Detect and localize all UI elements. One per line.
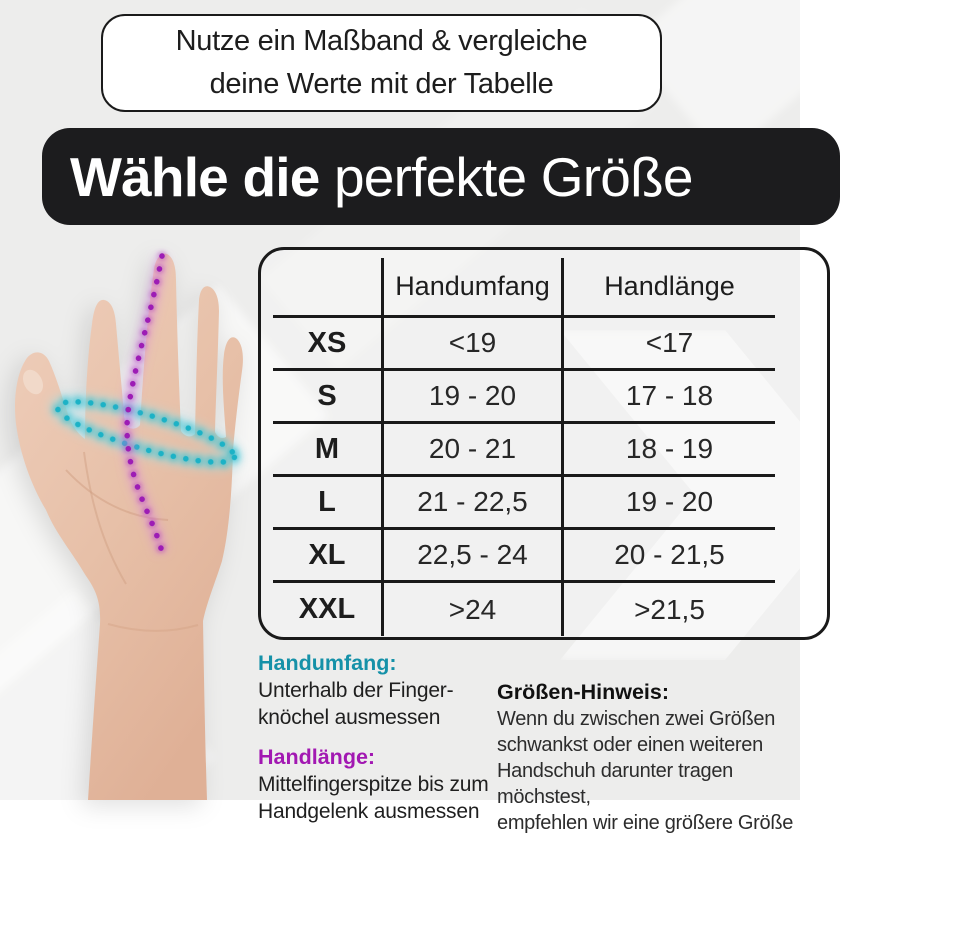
handlaenge-value-m: 18 - 19	[561, 421, 775, 474]
size-table-card	[258, 247, 830, 640]
measure-note-line1: Nutze ein Maßband & vergleiche	[175, 25, 588, 57]
legend-circumference	[258, 650, 493, 731]
size-label-xs: XS	[273, 315, 381, 368]
legend-length	[258, 744, 493, 825]
measure-legend	[258, 650, 493, 825]
handumfang-value-xs: <19	[381, 315, 561, 368]
handumfang-value-xxl: >24	[381, 580, 561, 636]
hand-silhouette	[15, 254, 243, 800]
measure-note-box	[101, 14, 662, 112]
headline-banner	[42, 128, 840, 225]
table-corner-cell	[273, 258, 381, 315]
size-hint	[497, 679, 797, 836]
size-label-m: M	[273, 421, 381, 474]
size-label-l: L	[273, 474, 381, 527]
size-table	[273, 258, 775, 636]
size-hint-line1: Wenn du zwischen zwei Größen	[497, 708, 776, 730]
legend-length-line2: Handgelenk ausmessen	[258, 800, 480, 823]
size-hint-line4: empfehlen wir eine größere Größe	[497, 812, 794, 834]
column-header-handlaenge: Handlänge	[561, 258, 775, 315]
hand-photo	[0, 240, 260, 800]
legend-circumference-line2: knöchel ausmessen	[258, 706, 441, 729]
handumfang-value-xl: 22,5 - 24	[381, 527, 561, 580]
headline-regular-text: perfekte Größe	[319, 145, 693, 208]
measure-note-line2: deine Werte mit der Tabelle	[209, 68, 554, 100]
size-hint-line2: schwankst oder einen weiteren	[497, 734, 763, 756]
legend-circumference-label: Handumfang:	[258, 651, 397, 675]
handlaenge-value-xs: <17	[561, 315, 775, 368]
legend-length-line1: Mittelfingerspitze bis zum	[258, 773, 489, 796]
handlaenge-value-xl: 20 - 21,5	[561, 527, 775, 580]
handlaenge-value-s: 17 - 18	[561, 368, 775, 421]
size-label-xxl: XXL	[273, 580, 381, 636]
handlaenge-value-l: 19 - 20	[561, 474, 775, 527]
handumfang-value-s: 19 - 20	[381, 368, 561, 421]
legend-length-label: Handlänge:	[258, 745, 376, 769]
size-hint-title: Größen-Hinweis:	[497, 680, 670, 704]
size-label-xl: XL	[273, 527, 381, 580]
headline-bold-text: Wähle die	[70, 145, 320, 208]
size-hint-line3: Handschuh darunter tragen möchstest,	[497, 760, 733, 808]
handumfang-value-l: 21 - 22,5	[381, 474, 561, 527]
size-label-s: S	[273, 368, 381, 421]
handlaenge-value-xxl: >21,5	[561, 580, 775, 636]
handumfang-value-m: 20 - 21	[381, 421, 561, 474]
legend-circumference-line1: Unterhalb der Finger-	[258, 679, 454, 702]
column-header-handumfang: Handumfang	[381, 258, 561, 315]
